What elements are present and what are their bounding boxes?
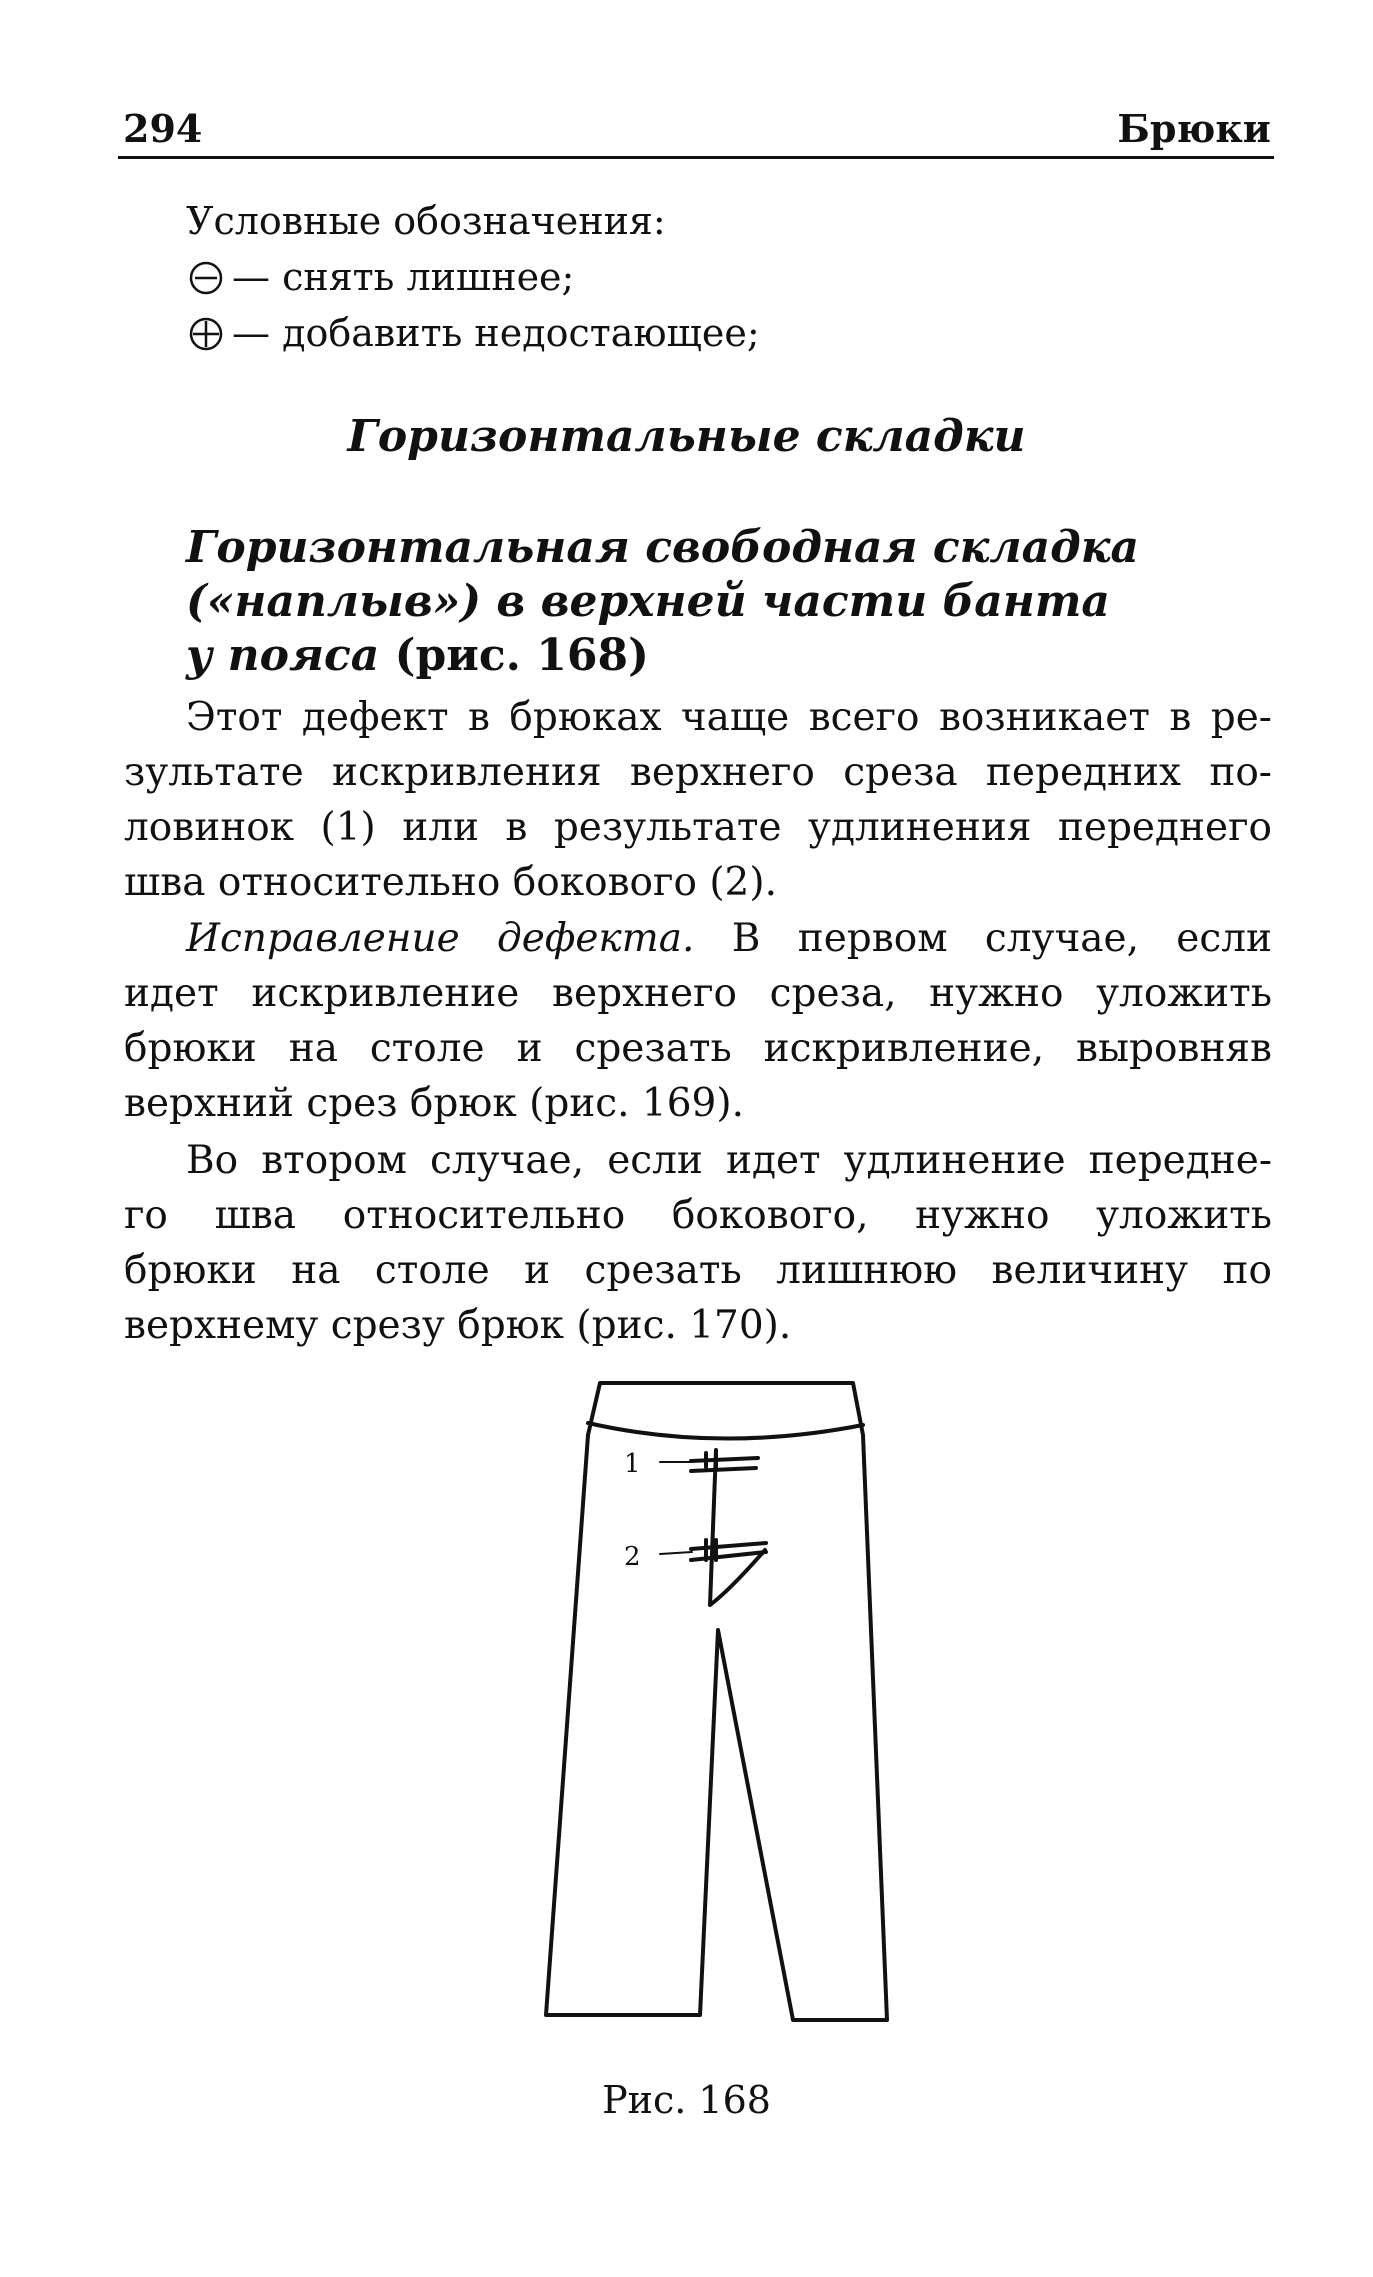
legend-item-text: — добавить недостающее; xyxy=(232,311,760,355)
running-head xyxy=(123,102,1271,156)
paragraph-line: шва относительно бокового (2). xyxy=(124,860,777,905)
subheading-line xyxy=(186,629,1186,683)
page-number: 294 xyxy=(123,106,203,151)
paragraph-2 xyxy=(124,911,1272,1131)
figure-caption: Рис. 168 xyxy=(602,2078,771,2122)
paragraph-1 xyxy=(124,690,1272,910)
subheading-italic: у пояса xyxy=(186,630,380,681)
figure-label-1: 1 xyxy=(624,1449,641,1479)
paragraph-line: Во втором случае, если идет удлинение передне- xyxy=(186,1138,1272,1183)
leader-2 xyxy=(660,1552,692,1554)
paragraph-line: го шва относительно бокового, нужно уложить xyxy=(124,1193,1272,1238)
fold-marks-2 xyxy=(691,1540,766,1560)
legend-title: Условные обозначения: xyxy=(186,199,666,243)
paragraph-line: Этот дефект в брюках чаще всего возникает в ре- xyxy=(186,695,1272,740)
legend-item-add xyxy=(186,305,760,361)
paragraph-lead: Исправление дефекта. xyxy=(186,916,695,961)
paragraph-line: идет искривление верхнего среза, нужно уложить xyxy=(124,971,1272,1016)
legend-item-remove xyxy=(186,249,760,305)
subheading-line: («наплыв») в верхней части банта xyxy=(186,576,1110,627)
paragraph-line: зультате искривления верхнего среза передних по- xyxy=(124,750,1272,795)
subheading xyxy=(186,521,1186,683)
circled-minus-icon xyxy=(186,257,226,297)
paragraph-line: верхний срез брюк (рис. 169). xyxy=(124,1081,744,1126)
figure-label-2: 2 xyxy=(624,1542,641,1572)
section-title: Горизонтальные складки xyxy=(347,411,1026,462)
header-rule xyxy=(118,156,1274,159)
running-title: Брюки xyxy=(1117,106,1271,151)
paragraph-line: брюки на столе и срезать лишнюю величину по xyxy=(124,1248,1272,1293)
paragraph-line xyxy=(124,911,1272,966)
legend-item-text: — снять лишнее; xyxy=(232,255,575,299)
paragraph-text: В первом случае, если xyxy=(731,916,1272,961)
paragraph-line: брюки на столе и срезать искривление, выровняв xyxy=(124,1026,1272,1071)
paragraph-line: ловинок (1) или в результате удлинения переднего xyxy=(124,805,1272,850)
waistband-line xyxy=(588,1423,863,1439)
circled-plus-icon xyxy=(186,313,226,353)
paragraph-line: верхнему срезу брюк (рис. 170). xyxy=(124,1303,792,1348)
fly-line xyxy=(710,1450,765,1605)
legend xyxy=(186,193,760,361)
trousers-figure xyxy=(520,1365,910,2045)
subheading-line: Горизонтальная свободная складка xyxy=(186,522,1140,573)
paragraph-3 xyxy=(124,1133,1272,1353)
fold-marks-1 xyxy=(691,1453,758,1471)
figure-reference: (рис. 168) xyxy=(394,630,649,681)
